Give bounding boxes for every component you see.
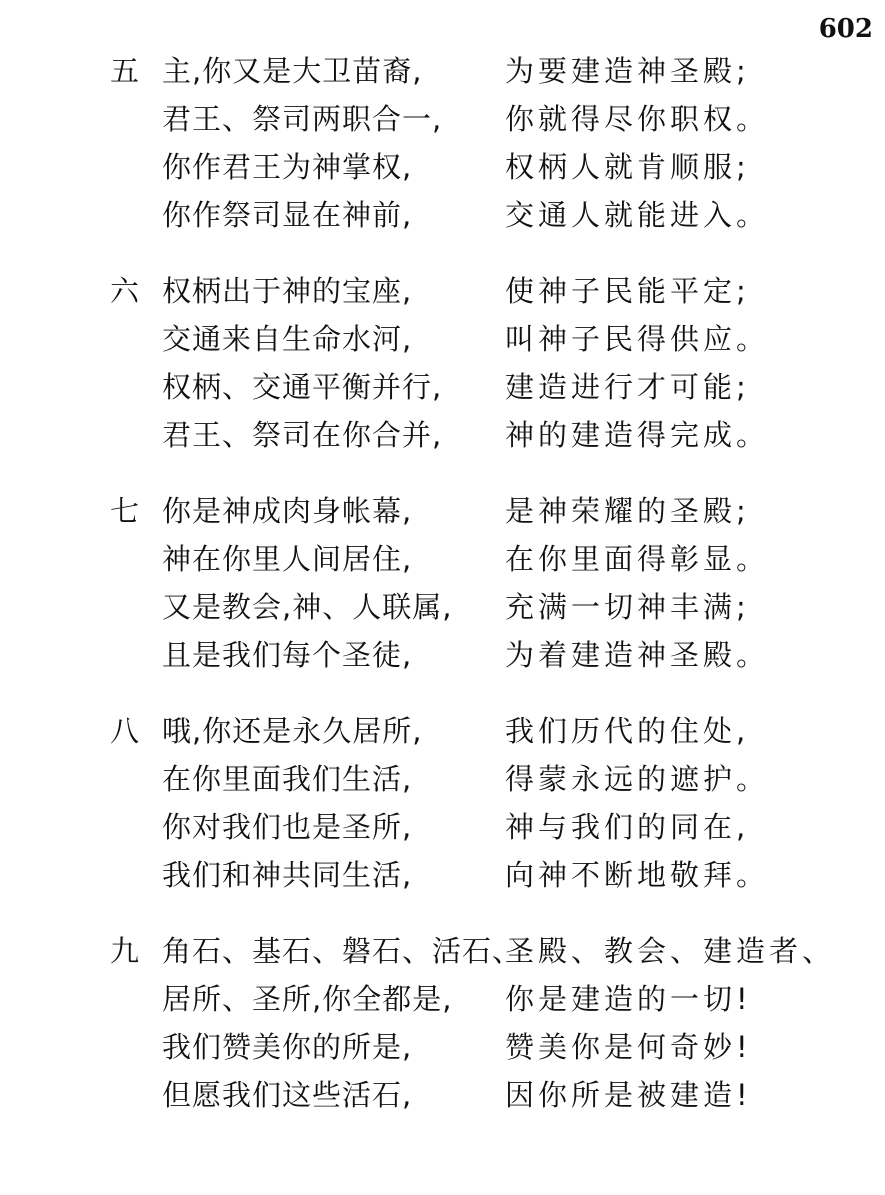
lyric-line-right: 是神荣耀的圣殿; <box>505 494 750 528</box>
lyric-line-right: 得蒙永远的遮护。 <box>505 762 770 796</box>
lyric-line-right: 叫神子民得供应。 <box>505 322 770 356</box>
lyric-line-right: 权柄人就肯顺服; <box>505 150 750 184</box>
lyric-line-right: 向神不断地敬拜。 <box>505 858 770 892</box>
stanza-number: 五 <box>110 54 140 88</box>
lyric-line-right: 你是建造的一切! <box>505 982 752 1016</box>
stanza-number: 九 <box>110 934 140 968</box>
lyric-line-left: 你对我们也是圣所, <box>162 810 413 844</box>
lyric-line-left: 权柄出于神的宝座, <box>162 274 413 308</box>
lyric-line-left: 角石、基石、磐石、活石、 <box>162 934 523 968</box>
lyric-line-right: 你就得尽你职权。 <box>505 102 770 136</box>
lyric-line-left: 你作君王为神掌权, <box>162 150 413 184</box>
lyric-line-right: 神与我们的同在, <box>505 810 750 844</box>
lyric-line-right: 在你里面得彰显。 <box>505 542 770 576</box>
lyric-line-left: 但愿我们这些活石, <box>162 1078 413 1112</box>
stanza-number: 六 <box>110 274 140 308</box>
lyric-line-left: 你作祭司显在神前, <box>162 198 413 232</box>
lyric-line-left: 君王、祭司在你合并, <box>162 418 443 452</box>
page-number: 602 <box>818 14 873 44</box>
lyric-line-left: 又是教会,神、人联属, <box>162 590 453 624</box>
lyric-line-left: 我们赞美你的所是, <box>162 1030 413 1064</box>
lyric-line-right: 交通人就能进入。 <box>505 198 770 232</box>
lyric-line-left: 神在你里人间居住, <box>162 542 413 576</box>
lyric-line-left: 权柄、交通平衡并行, <box>162 370 443 404</box>
lyric-line-right: 神的建造得完成。 <box>505 418 770 452</box>
lyric-line-right: 因你所是被建造! <box>505 1078 752 1112</box>
lyric-line-right: 我们历代的住处, <box>505 714 750 748</box>
lyric-line-right: 为着建造神圣殿。 <box>505 638 770 672</box>
lyric-line-right: 使神子民能平定; <box>505 274 750 308</box>
lyric-line-left: 交通来自生命水河, <box>162 322 413 356</box>
lyric-line-left: 主,你又是大卫苗裔, <box>162 54 423 88</box>
lyric-line-right: 为要建造神圣殿; <box>505 54 750 88</box>
stanza-number: 七 <box>110 494 140 528</box>
lyric-line-left: 且是我们每个圣徒, <box>162 638 413 672</box>
lyric-line-left: 居所、圣所,你全都是, <box>162 982 453 1016</box>
lyric-line-left: 你是神成肉身帐幕, <box>162 494 413 528</box>
lyric-line-left: 我们和神共同生活, <box>162 858 413 892</box>
lyric-line-right: 圣殿、教会、建造者、 <box>505 934 836 968</box>
lyric-line-right: 建造进行才可能; <box>505 370 750 404</box>
stanza-number: 八 <box>110 714 140 748</box>
lyric-line-left: 哦,你还是永久居所, <box>162 714 423 748</box>
lyric-line-right: 赞美你是何奇妙! <box>505 1030 752 1064</box>
lyric-line-right: 充满一切神丰满; <box>505 590 750 624</box>
lyric-line-left: 在你里面我们生活, <box>162 762 413 796</box>
lyric-line-left: 君王、祭司两职合一, <box>162 102 443 136</box>
